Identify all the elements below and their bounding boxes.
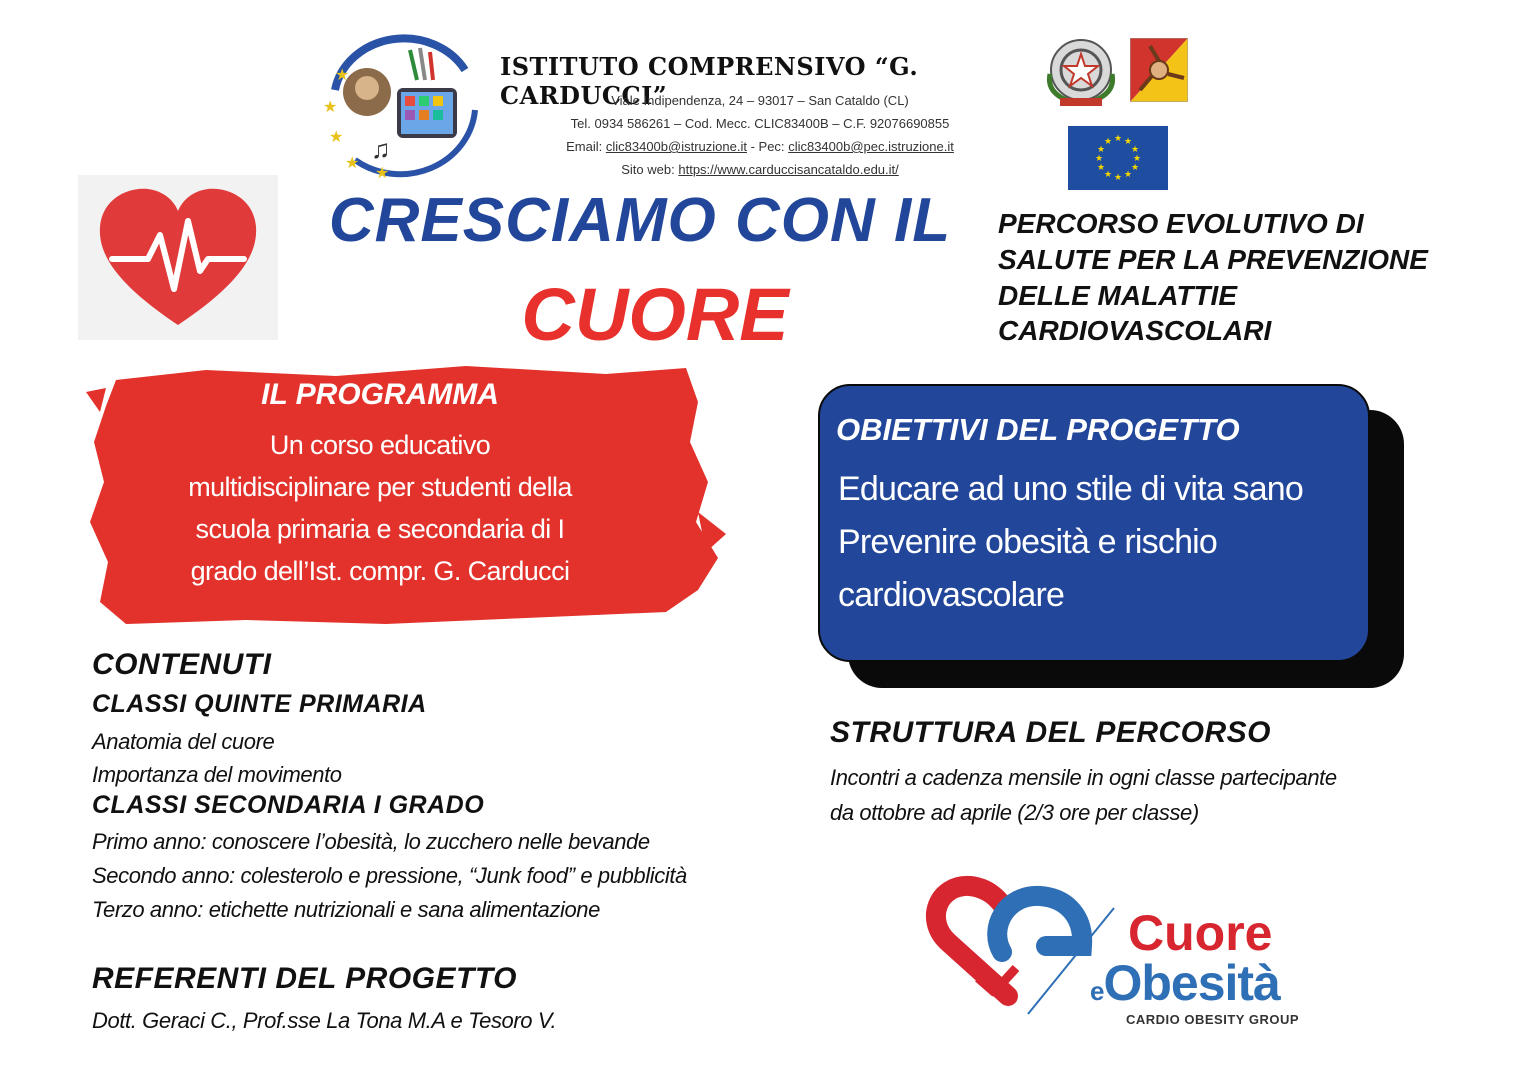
structure-line: da ottobre ad aprile (2/3 ore per classe): [830, 800, 1199, 825]
program-description: [130, 424, 630, 592]
svg-text:★: ★: [1130, 145, 1140, 155]
svg-text:★: ★: [335, 67, 350, 84]
heart-pulse-icon: [78, 175, 278, 340]
subtitle-line: SALUTE PER LA PREVENZIONE: [998, 243, 1428, 275]
svg-text:★: ★: [1130, 163, 1140, 173]
svg-text:♫: ♫: [371, 134, 391, 164]
subtitle-line: PERCORSO EVOLUTIVO DI: [998, 208, 1364, 239]
svg-text:★: ★: [375, 165, 390, 180]
referents-heading: REFERENTI DEL PROGETTO: [92, 962, 517, 995]
referents-names: Dott. Geraci C., Prof.sse La Tona M.A e Tesoro V.: [92, 1008, 557, 1033]
svg-text:★: ★: [345, 155, 360, 172]
email-link[interactable]: clic83400b@istruzione.it: [605, 139, 747, 154]
secondary-heading: CLASSI SECONDARIA I GRADO: [92, 791, 485, 819]
svg-text:★: ★: [1103, 170, 1113, 180]
email-label: Email:: [566, 139, 603, 154]
svg-text:★: ★: [1103, 137, 1113, 147]
logo-word-cuore: Cuore: [1128, 905, 1273, 961]
heart-g-icon: [918, 868, 1118, 1018]
italian-republic-emblem: [1042, 34, 1120, 108]
program-line: grado dell’Ist. compr. G. Carducci: [190, 556, 570, 587]
pec-link[interactable]: clic83400b@pec.istruzione.it: [788, 139, 954, 154]
eu-stars-icon: [1068, 126, 1168, 190]
web-label: Sito web:: [621, 162, 675, 177]
logo-word-obesita: [1090, 954, 1280, 1012]
structure-heading: STRUTTURA DEL PERCORSO: [830, 716, 1272, 749]
structure-line: Incontri a cadenza mensile in ogni classe partecipante: [830, 765, 1337, 790]
secondary-item: Terzo anno: etichette nutrizionali e sana alimentazione: [92, 897, 600, 922]
svg-text:★: ★: [1123, 170, 1133, 180]
contents-heading: CONTENUTI: [92, 648, 272, 681]
svg-text:★: ★: [1113, 173, 1123, 183]
school-phone: Tel. 0934 586261 – Cod. Mecc. CLIC83400B – C.F. 92076690855: [570, 116, 950, 131]
objective-item: cardiovascolare: [838, 576, 1065, 614]
svg-text:★: ★: [1096, 163, 1106, 173]
school-logo: [315, 30, 485, 180]
svg-text:★: ★: [1113, 134, 1123, 144]
svg-text:★: ★: [1123, 137, 1133, 147]
svg-text:★: ★: [1094, 154, 1104, 164]
svg-text:★: ★: [329, 129, 344, 146]
primary-item: Anatomia del cuore: [92, 729, 275, 754]
primary-heading: CLASSI QUINTE PRIMARIA: [92, 690, 427, 718]
primary-item: Importanza del movimento: [92, 762, 342, 787]
heart-pulse-panel: [78, 175, 278, 340]
school-address: Viale Indipendenza, 24 – 93017 – San Cataldo (CL): [611, 93, 909, 108]
program-line: scuola primaria e secondaria di I: [195, 514, 565, 545]
program-heading: IL PROGRAMMA: [261, 378, 499, 411]
school-name: ISTITUTO COMPRENSIVO “G. CARDUCCI”: [500, 52, 919, 110]
svg-text:★: ★: [1132, 154, 1142, 164]
logo-word-e: e: [1090, 976, 1104, 1006]
subtitle: [998, 206, 1518, 349]
web-link[interactable]: https://www.carduccisancataldo.edu.it/: [678, 162, 899, 177]
svg-text:★: ★: [1096, 145, 1106, 155]
objective-item: Prevenire obesità e rischio: [838, 523, 1218, 561]
svg-text:★: ★: [323, 99, 338, 116]
cuore-obesita-logo: [918, 868, 1328, 1028]
secondary-item: Primo anno: conoscere l’obesità, lo zucchero nelle bevande: [92, 829, 650, 854]
main-title-line2: CUORE: [521, 273, 789, 356]
program-line: multidisciplinare per studenti della: [188, 472, 572, 503]
eu-flag: [1068, 126, 1168, 190]
secondary-item: Secondo anno: colesterolo e pressione, “Junk food” e pubblicità: [92, 863, 687, 888]
sicily-flag: [1130, 38, 1188, 102]
subtitle-line: DELLE MALATTIE: [998, 279, 1238, 311]
program-line: Un corso educativo: [269, 430, 491, 460]
subtitle-line: CARDIOVASCOLARI: [998, 315, 1272, 347]
pec-label: - Pec:: [750, 139, 785, 154]
school-contacts: [500, 139, 1020, 154]
main-title-line1: CRESCIAMO CON IL: [328, 186, 952, 255]
school-website: [500, 162, 1020, 177]
objectives-heading: OBIETTIVI DEL PROGETTO: [836, 412, 1240, 447]
logo-tagline: CARDIO OBESITY GROUP: [1126, 1012, 1300, 1027]
logo-word-obesita-text: Obesità: [1103, 955, 1280, 1011]
objective-item: Educare ad uno stile di vita sano: [838, 470, 1304, 508]
